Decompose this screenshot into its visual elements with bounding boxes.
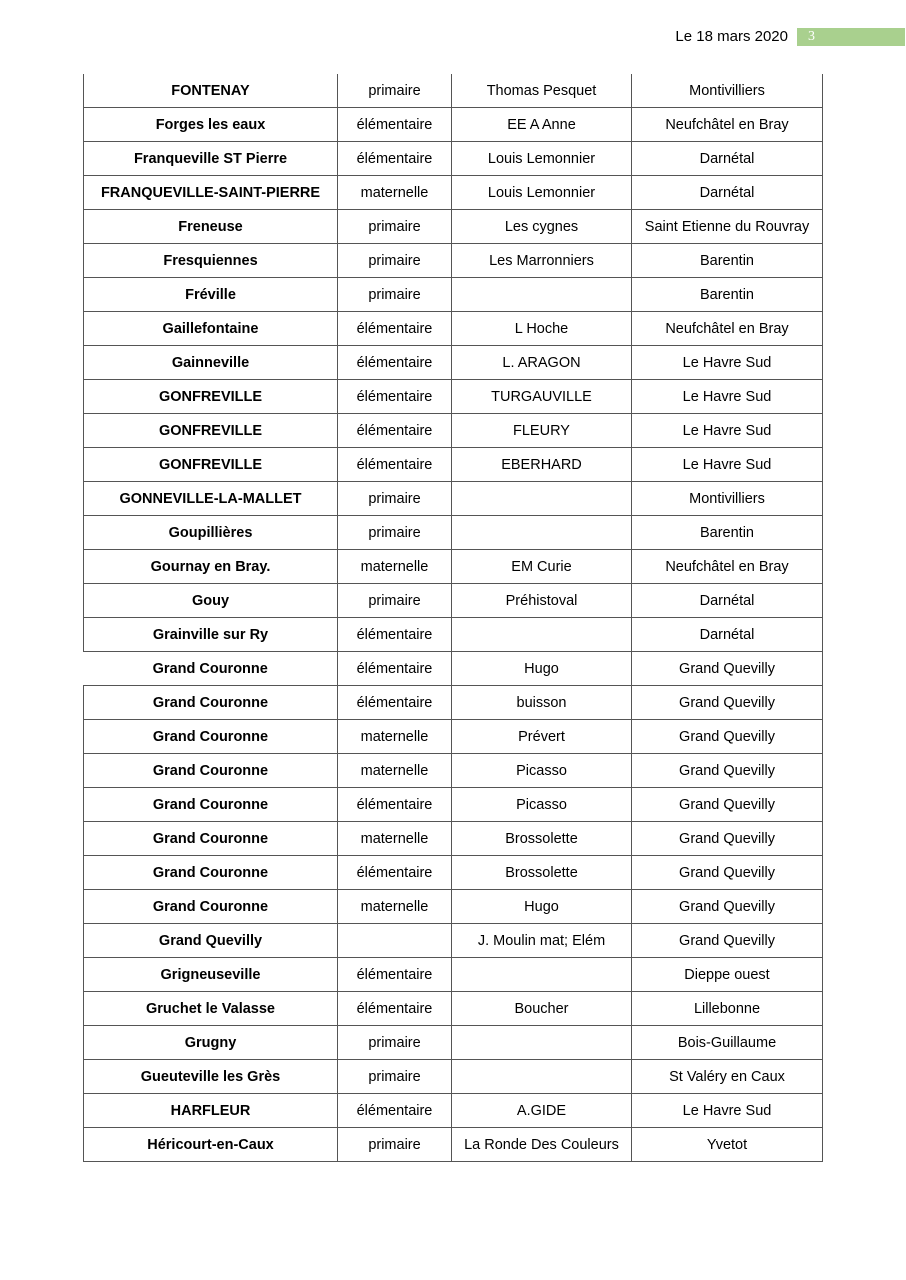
school-type-cell: primaire [338, 482, 452, 516]
school-name-cell: Les Marronniers [452, 244, 632, 278]
school-type-cell: primaire [338, 516, 452, 550]
school-name-cell [452, 1026, 632, 1060]
commune-cell: GONFREVILLE [84, 380, 338, 414]
table-row [84, 550, 823, 584]
commune-cell: HARFLEUR [84, 1094, 338, 1128]
school-type-cell: primaire [338, 1128, 452, 1162]
page-header [0, 26, 906, 48]
district-cell: Saint Etienne du Rouvray [632, 210, 823, 244]
district-cell: Grand Quevilly [632, 788, 823, 822]
school-name-cell: J. Moulin mat; Elém [452, 924, 632, 958]
school-name-cell: L Hoche [452, 312, 632, 346]
school-name-cell: EM Curie [452, 550, 632, 584]
school-name-cell [452, 1060, 632, 1094]
school-name-cell: EE A Anne [452, 108, 632, 142]
school-name-cell [452, 516, 632, 550]
table-row [84, 482, 823, 516]
commune-cell: Grand Couronne [84, 890, 338, 924]
district-cell: Neufchâtel en Bray [632, 108, 823, 142]
table-row [84, 1094, 823, 1128]
commune-cell: Fréville [84, 278, 338, 312]
table-row [84, 1060, 823, 1094]
school-type-cell: primaire [338, 1060, 452, 1094]
school-name-cell: EBERHARD [452, 448, 632, 482]
school-type-cell: élémentaire [338, 618, 452, 652]
commune-cell: Grugny [84, 1026, 338, 1060]
commune-cell: Grand Couronne [84, 652, 338, 686]
district-cell: Barentin [632, 244, 823, 278]
commune-cell: Fresquiennes [84, 244, 338, 278]
header-date: Le 18 mars 2020 [675, 28, 788, 45]
commune-cell: Grainville sur Ry [84, 618, 338, 652]
table-row [84, 380, 823, 414]
table-row [84, 278, 823, 312]
school-type-cell: maternelle [338, 822, 452, 856]
district-cell: Grand Quevilly [632, 890, 823, 924]
table-row [84, 414, 823, 448]
table-row [84, 244, 823, 278]
table-row [84, 108, 823, 142]
commune-cell: Héricourt-en-Caux [84, 1128, 338, 1162]
district-cell: Grand Quevilly [632, 856, 823, 890]
district-cell: Barentin [632, 278, 823, 312]
table-row [84, 210, 823, 244]
school-name-cell: Hugo [452, 652, 632, 686]
school-type-cell: élémentaire [338, 686, 452, 720]
school-name-cell: Louis Lemonnier [452, 142, 632, 176]
table-row [84, 754, 823, 788]
district-cell: Neufchâtel en Bray [632, 550, 823, 584]
district-cell: Le Havre Sud [632, 1094, 823, 1128]
district-cell: St Valéry en Caux [632, 1060, 823, 1094]
school-type-cell: élémentaire [338, 380, 452, 414]
school-type-cell: élémentaire [338, 856, 452, 890]
school-name-cell [452, 958, 632, 992]
school-name-cell: Picasso [452, 788, 632, 822]
commune-cell: GONFREVILLE [84, 414, 338, 448]
commune-cell: Grand Couronne [84, 822, 338, 856]
commune-cell: Franqueville ST Pierre [84, 142, 338, 176]
school-type-cell: élémentaire [338, 788, 452, 822]
school-name-cell: buisson [452, 686, 632, 720]
school-type-cell: élémentaire [338, 414, 452, 448]
table-row [84, 822, 823, 856]
district-cell: Neufchâtel en Bray [632, 312, 823, 346]
school-name-cell: La Ronde Des Couleurs [452, 1128, 632, 1162]
district-cell: Yvetot [632, 1128, 823, 1162]
school-type-cell: maternelle [338, 890, 452, 924]
district-cell: Barentin [632, 516, 823, 550]
table-row [84, 788, 823, 822]
school-name-cell: Thomas Pesquet [452, 74, 632, 108]
commune-cell: Gouy [84, 584, 338, 618]
school-type-cell: élémentaire [338, 992, 452, 1026]
school-name-cell: FLEURY [452, 414, 632, 448]
school-type-cell: primaire [338, 210, 452, 244]
school-type-cell: maternelle [338, 176, 452, 210]
table-row [84, 176, 823, 210]
schools-table [83, 74, 823, 1162]
school-type-cell: élémentaire [338, 346, 452, 380]
district-cell: Le Havre Sud [632, 380, 823, 414]
schools-table-body [84, 74, 823, 1162]
commune-cell: GONFREVILLE [84, 448, 338, 482]
table-row [84, 1026, 823, 1060]
district-cell: Darnétal [632, 142, 823, 176]
district-cell: Le Havre Sud [632, 448, 823, 482]
commune-cell: Goupillières [84, 516, 338, 550]
school-name-cell [452, 278, 632, 312]
district-cell: Le Havre Sud [632, 346, 823, 380]
commune-cell: FRANQUEVILLE-SAINT-PIERRE [84, 176, 338, 210]
commune-cell: Freneuse [84, 210, 338, 244]
school-type-cell: primaire [338, 74, 452, 108]
school-type-cell: primaire [338, 278, 452, 312]
school-name-cell: Louis Lemonnier [452, 176, 632, 210]
district-cell: Grand Quevilly [632, 652, 823, 686]
school-name-cell: Brossolette [452, 822, 632, 856]
table-row [84, 74, 823, 108]
district-cell: Montivilliers [632, 74, 823, 108]
table-row [84, 992, 823, 1026]
commune-cell: Grand Couronne [84, 754, 338, 788]
school-name-cell: Hugo [452, 890, 632, 924]
commune-cell: Gainneville [84, 346, 338, 380]
commune-cell: Grand Couronne [84, 686, 338, 720]
school-name-cell: Boucher [452, 992, 632, 1026]
table-row [84, 652, 823, 686]
district-cell: Dieppe ouest [632, 958, 823, 992]
district-cell: Grand Quevilly [632, 720, 823, 754]
commune-cell: Gueuteville les Grès [84, 1060, 338, 1094]
district-cell: Le Havre Sud [632, 414, 823, 448]
school-name-cell [452, 618, 632, 652]
page-number-badge: 3 [797, 28, 905, 46]
district-cell: Darnétal [632, 584, 823, 618]
schools-table-container [83, 74, 823, 1162]
table-row [84, 856, 823, 890]
district-cell: Grand Quevilly [632, 754, 823, 788]
school-type-cell: maternelle [338, 754, 452, 788]
school-name-cell: Les cygnes [452, 210, 632, 244]
commune-cell: Grigneuseville [84, 958, 338, 992]
school-type-cell: élémentaire [338, 652, 452, 686]
table-row [84, 1128, 823, 1162]
school-type-cell: maternelle [338, 720, 452, 754]
table-row [84, 720, 823, 754]
school-type-cell: élémentaire [338, 142, 452, 176]
district-cell: Grand Quevilly [632, 924, 823, 958]
table-row [84, 890, 823, 924]
commune-cell: Gournay en Bray. [84, 550, 338, 584]
table-row [84, 516, 823, 550]
commune-cell: Grand Couronne [84, 788, 338, 822]
commune-cell: Gaillefontaine [84, 312, 338, 346]
district-cell: Bois-Guillaume [632, 1026, 823, 1060]
district-cell: Grand Quevilly [632, 822, 823, 856]
school-type-cell: primaire [338, 1026, 452, 1060]
school-type-cell: élémentaire [338, 108, 452, 142]
district-cell: Darnétal [632, 176, 823, 210]
district-cell: Darnétal [632, 618, 823, 652]
school-name-cell: Brossolette [452, 856, 632, 890]
school-name-cell: L. ARAGON [452, 346, 632, 380]
school-type-cell [338, 924, 452, 958]
school-name-cell: Préhistoval [452, 584, 632, 618]
school-type-cell: primaire [338, 584, 452, 618]
table-row [84, 958, 823, 992]
commune-cell: Gruchet le Valasse [84, 992, 338, 1026]
commune-cell: FONTENAY [84, 74, 338, 108]
school-type-cell: élémentaire [338, 312, 452, 346]
school-type-cell: élémentaire [338, 448, 452, 482]
school-type-cell: primaire [338, 244, 452, 278]
school-name-cell: Prévert [452, 720, 632, 754]
table-row [84, 448, 823, 482]
commune-cell: Grand Quevilly [84, 924, 338, 958]
school-type-cell: élémentaire [338, 1094, 452, 1128]
school-name-cell [452, 482, 632, 516]
school-name-cell: TURGAUVILLE [452, 380, 632, 414]
school-name-cell: A.GIDE [452, 1094, 632, 1128]
commune-cell: Forges les eaux [84, 108, 338, 142]
district-cell: Grand Quevilly [632, 686, 823, 720]
district-cell: Montivilliers [632, 482, 823, 516]
table-row [84, 346, 823, 380]
table-row [84, 142, 823, 176]
table-row [84, 312, 823, 346]
school-type-cell: maternelle [338, 550, 452, 584]
table-row [84, 618, 823, 652]
school-type-cell: élémentaire [338, 958, 452, 992]
commune-cell: GONNEVILLE-LA-MALLET [84, 482, 338, 516]
table-row [84, 924, 823, 958]
table-row [84, 584, 823, 618]
table-row [84, 686, 823, 720]
commune-cell: Grand Couronne [84, 856, 338, 890]
district-cell: Lillebonne [632, 992, 823, 1026]
commune-cell: Grand Couronne [84, 720, 338, 754]
school-name-cell: Picasso [452, 754, 632, 788]
